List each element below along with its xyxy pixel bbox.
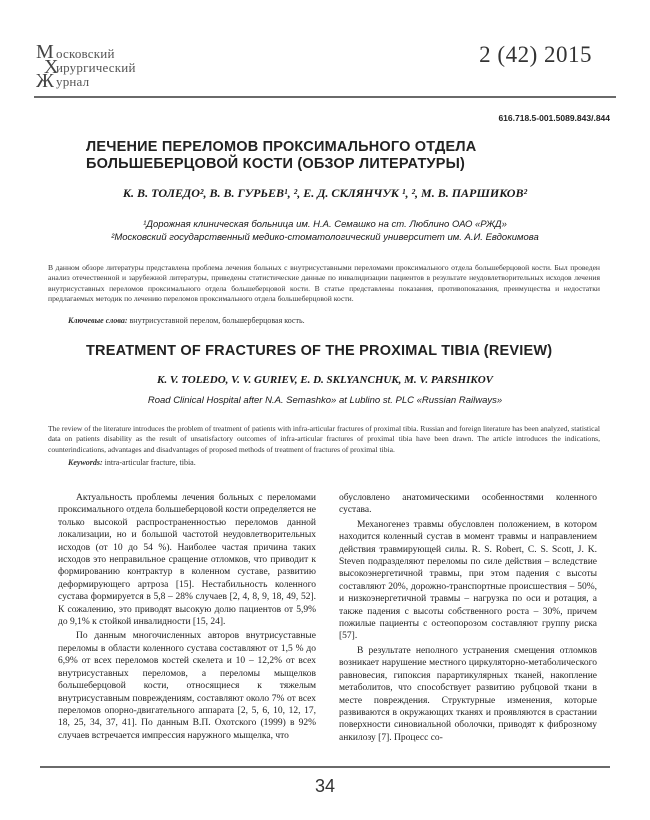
abstract-ru: В данном обзоре литературы представлена проблема лечения больных с внутрисуставными переломами проксимального отдела большеберцовой кости. Был проведен анализ отечественной и зарубежной литературы, приведены статистические данные по инвалидизации пациентов в результате неудовлетворительных исходов лечения внутрисуставных переломов проксимального отдела большеберцовой кости. В статье представлены показания, противопоказания, преимущества и недостатки предлагаемых методик по лечению переломов проксимального отдела большеберцовой кости. xyxy=(48,263,600,304)
keywords-en-label: Keywords: xyxy=(68,458,103,467)
authors-en: K. V. TOLEDO, V. V. GURIEV, E. D. SKLYANCHUK, M. V. PARSHIKOV xyxy=(156,374,493,386)
article-title-ru xyxy=(86,139,586,173)
title-ru-line-2: БОЛЬШЕБЕРЦОВОЙ КОСТИ (ОБЗОР ЛИТЕРАТУРЫ) xyxy=(86,156,466,172)
body-column-right xyxy=(339,492,597,744)
keywords-ru xyxy=(68,316,305,325)
affiliation-en: Road Clinical Hospital after N.A. Semashko» at Lublino st. PLC «Russian Railways» xyxy=(147,395,503,406)
issue-number: 2 (42) 2015 xyxy=(479,42,592,67)
article-title-en: TREATMENT OF FRACTURES OF THE PROXIMAL TIBIA (REVIEW) xyxy=(86,343,553,359)
footer-divider xyxy=(40,766,610,768)
page-number: 34 xyxy=(314,776,336,796)
logo-line-3: урнал xyxy=(56,74,90,89)
body-column-left xyxy=(58,492,316,742)
keywords-en xyxy=(68,458,196,467)
journal-logo xyxy=(34,41,174,96)
body-paragraph: В результате неполного устранения смещения отломков возникает нарушение местного циркуляторно-метаболического равновесия, гипоксия парартикулярных тканей, накопление метаболитов, что способствует развитию рубцовой ткани в месте повреждения. Структурные изменения, которые развиваются в окружающих тканях и проявляются в срастании поверхности синовиальной оболочки, приводят к фиброзному анкилозу [7]. Процесс со- xyxy=(339,645,597,743)
header-divider xyxy=(34,96,616,98)
logo-initial-zh: Ж xyxy=(36,70,54,92)
body-paragraph: обусловлено анатомическими особенностями коленного сустава. xyxy=(339,493,597,516)
logo-initial-h: Х xyxy=(44,56,59,78)
logo-line-2: ирургический xyxy=(56,60,136,75)
keywords-en-text: intra-articular fracture, tibia. xyxy=(102,458,196,467)
body-paragraph: По данным многочисленных авторов внутрисуставные переломы в области коленного сустава составляют от 1,5 % до 6,9% от всех переломов костей скелета и 10 – 12,2% от всех внутрисуставных переломов, а переломы мыщелков большеберцовой кости, относящиеся к тяжелым внутрисуставным повреждениям, составляют около 7% от всех переломов опорно-двигательного аппарата [2, 5, 6, 10, 12, 17, 18, 25, 34, 37, 41]. По данным В.П. Охотского (1999) в 92% случаев встречается импрессия наружного мыщелка, что xyxy=(58,631,316,741)
udc-code: 616.718.5-001.5089.843/.844 xyxy=(498,113,610,123)
authors-ru: К. В. ТОЛЕДО², В. В. ГУРЬЕВ¹, ², Е. Д. СКЛЯНЧУК ¹, ², М. В. ПАРШИКОВ² xyxy=(122,186,528,200)
logo-line-1: осковский xyxy=(56,46,115,61)
logo-initial-m: М xyxy=(36,41,54,63)
body-paragraph: Механогенез травмы обусловлен положением, в котором находится коленный сустав в момент травмы и направлением действия травмирующей силы. R. S. Robert, C. S. Scott, J. K. Steven подразделяют переломы по силе действия – вследствие высокоэнергетичной травмы, при этом падения с высоты составляют 20%, дорожно-транспортные происшествия – 50%, и низкоэнергетичной травмы – нагрузка по оси и ротация, а также падения с высоты собственного роста – 30%, причем пожилые пациенты с остеопорозом составляют группу риска [57]. xyxy=(339,519,597,642)
affiliation-ru-1: ¹Дорожная клиническая больница им. Н.А. Семашко на ст. Люблино ОАО «РЖД» xyxy=(143,219,507,230)
title-ru-line-1: ЛЕЧЕНИЕ ПЕРЕЛОМОВ ПРОКСИМАЛЬНОГО ОТДЕЛА xyxy=(86,139,477,155)
affiliation-ru-2: ²Московский государственный медико-стоматологический университет им. А.И. Евдокимова xyxy=(111,232,539,243)
abstract-en: The review of the literature introduces the problem of treatment of patients with infra-articular fractures of proximal tibia. Russian and foreign literature has been analyzed, statistical data on patients disability as the result of unsatisfactory outcomes of infra-articular fractures of proximal tibia have been drawn. The article introduces the indications, counterindications, advantages and disadvantages of proposed methods of treatment of fractures of proximal tibia. xyxy=(48,424,600,454)
keywords-ru-label: Ключевые слова: xyxy=(68,316,128,325)
keywords-ru-text: внутрисуставной перелом, большерберцовая кость. xyxy=(127,316,305,325)
body-paragraph: Актуальность проблемы лечения больных с переломами проксимального отдела большеберцовой кости определяется не только высокой распространенностью переломов данной локализации, но и большой частотой неудовлетворительных исходов (от 10 до 54 %). Наиболее частая причина таких исходов это неправильное сращение отломков, что приводит к формированию контрактур в коленном суставе, развитию деформирующего артроза [15]. Нестабильность коленного сустава формируется в 5,8 – 28% случаев [2, 4, 8, 9, 18, 49, 52]. К сожалению, это приводят высокую долю пациентов от 5,9% до 9,1% к стойкой инвалидности [15, 24]. xyxy=(58,493,316,628)
